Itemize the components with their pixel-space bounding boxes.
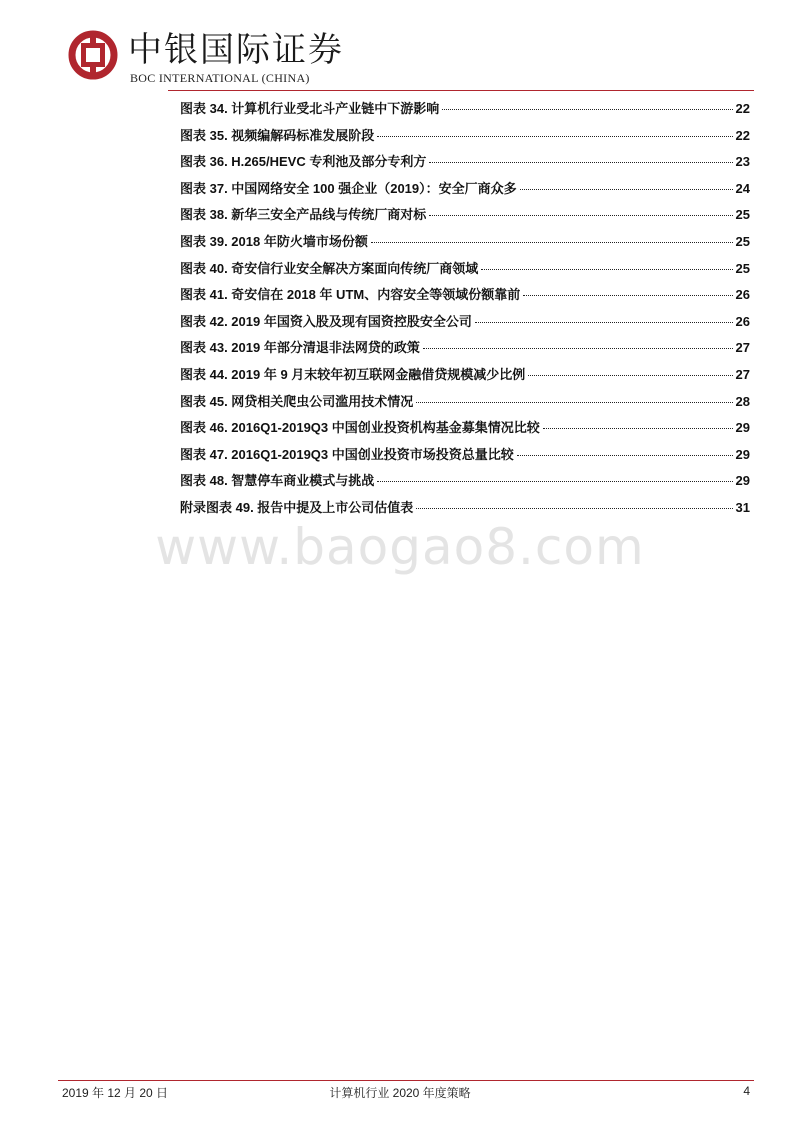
toc-entry[interactable] — [180, 391, 750, 418]
boc-logo-icon — [68, 30, 118, 80]
toc-entry-label: 图表 40. 奇安信行业安全解决方案面向传统厂商领域 — [180, 260, 479, 276]
toc-entry-page: 23 — [735, 154, 750, 170]
toc-entry-page: 22 — [735, 101, 750, 116]
toc-entry[interactable] — [180, 364, 750, 391]
toc-entry-label: 附录图表 49. 报告中提及上市公司估值表 — [180, 499, 414, 515]
toc-entry-label: 图表 47. 2016Q1-2019Q3 中国创业投资市场投资总量比较 — [180, 446, 514, 462]
footer-report-title: 计算机行业 2020 年度策略 — [329, 1086, 471, 1100]
footer-date: 2019 年 12 月 20 日 — [62, 1086, 169, 1100]
toc-entry-page: 25 — [735, 233, 750, 249]
toc-entry-label: 图表 38. 新华三安全产品线与传统厂商对标 — [180, 207, 427, 223]
toc-entry-label: 图表 37. 中国网络安全 100 强企业（2019）：安全厂商众多 — [180, 180, 517, 196]
toc-entry-page: 29 — [735, 446, 750, 462]
toc-entry-page: 27 — [735, 366, 750, 382]
toc-dot-leader — [416, 508, 732, 509]
toc-dot-leader — [520, 189, 733, 190]
toc-entry[interactable] — [180, 417, 750, 444]
toc-entry-page: 25 — [735, 260, 750, 276]
toc-entry-label: 图表 45. 网贷相关爬虫公司滥用技术情况 — [180, 393, 414, 409]
toc-dot-leader — [517, 455, 733, 456]
toc-entry-label: 图表 41. 奇安信在 2018 年 UTM、内容安全等领域份额靠前 — [180, 287, 521, 303]
toc-entry[interactable] — [180, 125, 750, 152]
toc-dot-leader — [429, 162, 732, 163]
toc-entry-page: 24 — [735, 180, 750, 196]
toc-entry-label: 图表 48. 智慧停车商业模式与挑战 — [180, 473, 375, 489]
toc-entry[interactable] — [180, 258, 750, 285]
toc-entry-page: 29 — [735, 420, 750, 436]
toc-entry-page: 26 — [735, 313, 750, 329]
toc-entry-label: 图表 42. 2019 年国资入股及现有国资控股安全公司 — [180, 313, 472, 329]
toc-dot-leader — [377, 481, 732, 482]
toc-entry[interactable] — [180, 337, 750, 364]
toc-entry[interactable] — [180, 151, 750, 178]
toc-entry[interactable] — [180, 231, 750, 258]
toc-entry-page: 22 — [735, 127, 750, 143]
toc-entry-label: 图表 46. 2016Q1-2019Q3 中国创业投资机构基金募集情况比较 — [180, 420, 540, 436]
brand-name-en: BOC INTERNATIONAL (CHINA) — [130, 71, 310, 85]
toc-entry[interactable] — [180, 470, 750, 497]
toc-entry[interactable] — [180, 204, 750, 231]
toc-dot-leader — [371, 242, 733, 243]
toc-entry-page: 31 — [735, 499, 750, 515]
toc-entry[interactable] — [180, 98, 750, 125]
watermark: www.baogao8.com — [155, 518, 645, 576]
header-divider — [168, 90, 754, 91]
toc-dot-leader — [523, 295, 732, 296]
figure-index-list — [180, 98, 750, 524]
toc-entry-page: 28 — [735, 393, 750, 409]
toc-entry-label: 图表 43. 2019 年部分清退非法网贷的政策 — [180, 340, 420, 356]
toc-entry-page: 25 — [735, 207, 750, 223]
toc-entry[interactable] — [180, 284, 750, 311]
toc-dot-leader — [528, 375, 732, 376]
brand-name-cn: 中银国际证券 — [128, 30, 344, 70]
toc-dot-leader — [442, 109, 732, 110]
toc-entry-label: 图表 35. 视频编解码标准发展阶段 — [180, 127, 375, 143]
toc-entry[interactable] — [180, 311, 750, 338]
toc-entry-page: 27 — [735, 340, 750, 356]
toc-entry[interactable] — [180, 178, 750, 205]
toc-dot-leader — [416, 402, 732, 403]
toc-dot-leader — [423, 348, 733, 349]
toc-dot-leader — [481, 269, 732, 270]
toc-entry-label: 图表 36. H.265/HEVC 专利池及部分专利方 — [180, 154, 427, 170]
toc-dot-leader — [377, 136, 732, 137]
toc-entry-page: 26 — [735, 287, 750, 303]
toc-entry-label: 图表 39. 2018 年防火墙市场份额 — [180, 233, 368, 249]
toc-dot-leader — [543, 428, 733, 429]
toc-dot-leader — [429, 215, 732, 216]
toc-entry-page: 29 — [735, 473, 750, 489]
toc-dot-leader — [475, 322, 733, 323]
toc-entry-label: 图表 34. 计算机行业受北斗产业链中下游影响 — [180, 101, 440, 116]
footer-divider — [58, 1080, 754, 1081]
toc-entry-label: 图表 44. 2019 年 9 月末较年初互联网金融借贷规模减少比例 — [180, 366, 526, 382]
page-number: 4 — [743, 1084, 750, 1098]
toc-entry[interactable] — [180, 444, 750, 471]
